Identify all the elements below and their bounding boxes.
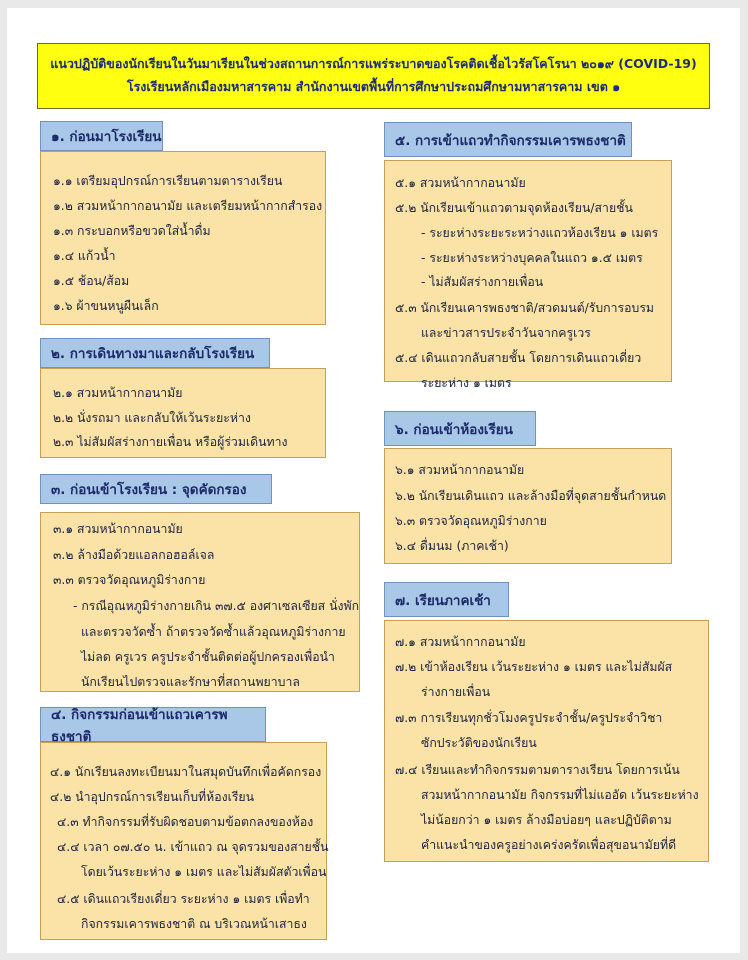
list-item: ๔.๑ นักเรียนลงทะเบียนมาในสมุดบันทึกเพื่อคัดกรอง — [50, 765, 322, 779]
list-item: - กรณีอุณหภูมิร่างกายเกิน ๓๗.๕ องศาเซลเซียส นั่งพัก — [73, 599, 360, 613]
list-item: ๕.๔ เดินแถวกลับสายชั้น โดยการเดินแถวเดี่ยว — [395, 351, 642, 365]
list-item: ๖.๔ ดื่มนม (ภาคเช้า) — [395, 539, 509, 553]
list-item: ๔.๔ เวลา ๐๗.๕๐ น. เข้าแถว ณ จุดรวมของสายชั้น — [57, 840, 329, 854]
list-item: ๓.๒ ล้างมือด้วยแอลกอฮอล์เจล — [53, 548, 215, 562]
section-4-box — [40, 742, 327, 940]
list-item: ไม่น้อยกว่า ๑ เมตร ล้างมือบ่อยๆ และปฏิบัติตาม — [421, 813, 672, 827]
list-item: ๗.๑ สวมหน้ากากอนามัย — [395, 635, 526, 649]
section-2-heading-text: ๒. การเดินทางมาและกลับโรงเรียน — [51, 346, 255, 362]
title-line-1: แนวปฏิบัติของนักเรียนในวันมาเรียนในช่วงสถานการณ์การแพร่ระบาดของโรคติดเชื้อไวรัสโคโรนา ๒๐๑๙ (COVID-19) — [50, 56, 697, 71]
list-item: ๒.๒ นั่งรถมา และกลับให้เว้นระยะห่าง — [53, 411, 251, 425]
section-2-box — [40, 368, 326, 458]
list-item: ๗.๔ เรียนและทำกิจกรรมตามตารางเรียน โดยการเน้น — [395, 763, 680, 777]
list-item: - ไม่สัมผัสร่างกายเพื่อน — [421, 275, 544, 289]
list-item: ๑.๕ ช้อน/ส้อม — [53, 274, 130, 288]
list-item: และตรวจวัดซ้ำ ถ้าตรวจวัดซ้ำแล้วอุณหภูมิร่างกาย — [81, 625, 346, 639]
list-item: ๕.๒ นักเรียนเข้าแถวตามจุดห้องเรียน/สายชั้น — [395, 201, 633, 215]
poster-title — [37, 43, 710, 109]
list-item: ๔.๕ เดินแถวเรียงเดี่ยว ระยะห่าง ๑ เมตร เพื่อทำ — [57, 892, 310, 906]
section-7-heading-text: ๗. เรียนภาคเช้า — [395, 592, 491, 609]
list-item: นักเรียนไปตรวจและรักษาที่สถานพยาบาล — [81, 675, 300, 689]
list-item: และข่าวสารประจำวันจากครูเวร — [421, 326, 591, 340]
section-3-box — [40, 512, 360, 692]
list-item: กิจกรรมเคารพธงชาติ ณ บริเวณหน้าเสาธง — [81, 917, 307, 931]
list-item: ไม่ลด ครูเวร ครูประจำชั้นติดต่อผู้ปกครองเพื่อนำ — [81, 650, 335, 664]
section-7-box — [384, 620, 709, 862]
section-4-heading-text: ๔. กิจกรรมก่อนเข้าแถวเคารพธงชาติ — [51, 706, 228, 745]
list-item: ๔.๒ นำอุปกรณ์การเรียนเก็บที่ห้องเรียน — [50, 790, 255, 804]
list-item: ๑.๔ แก้วน้ำ — [53, 249, 116, 263]
section-2-heading — [40, 338, 270, 368]
section-5-heading — [384, 122, 632, 157]
list-item: ๑.๑ เตรียมอุปกรณ์การเรียนตามตารางเรียน — [53, 174, 283, 188]
list-item: ๔.๓ ทำกิจกรรมที่รับผิดชอบตามข้อตกลงของห้อง — [57, 815, 314, 829]
list-item: ซักประวัติของนักเรียน — [421, 736, 537, 750]
list-item: ๒.๑ สวมหน้ากากอนามัย — [53, 386, 183, 400]
list-item: สวมหน้ากากอนามัย กิจกรรมที่ไม่แออัด เว้นระยะห่าง — [421, 788, 699, 802]
section-3-heading — [40, 474, 272, 504]
list-item: ๒.๓ ไม่สัมผัสร่างกายเพื่อน หรือผู้ร่วมเดินทาง — [53, 435, 288, 449]
list-item: ๑.๖ ผ้าขนหนูผืนเล็ก — [53, 299, 159, 313]
list-item: ๕.๑ สวมหน้ากากอนามัย — [395, 176, 526, 190]
list-item: ๓.๓ ตรวจวัดอุณหภูมิร่างกาย — [53, 573, 206, 587]
list-item: ๓.๑ สวมหน้ากากอนามัย — [53, 522, 183, 536]
list-item: ๖.๒ นักเรียนเดินแถว และล้างมือที่จุดสายชั้นกำหนด — [395, 489, 667, 503]
section-5-heading-text: ๕. การเข้าแถวทำกิจกรรมเคารพธงชาติ — [395, 132, 626, 149]
list-item: ๖.๓ ตรวจวัดอุณหภูมิร่างกาย — [395, 514, 547, 528]
list-item: คำแนะนำของครูอย่างเคร่งครัดเพื่อสุขอนามัยที่ดี — [421, 838, 677, 852]
list-item: ๕.๓ นักเรียนเคารพธงชาติ/สวดมนต์/รับการอบรม — [395, 301, 655, 315]
list-item: ๗.๓ การเรียนทุกชั่วโมงครูประจำชั้น/ครูประจำวิชา — [395, 711, 663, 725]
list-item: ๗.๒ เข้าห้องเรียน เว้นระยะห่าง ๑ เมตร และไม่สัมผัส — [395, 660, 673, 674]
section-1-heading — [40, 121, 163, 151]
section-6-box — [384, 448, 672, 564]
section-1-box — [40, 151, 326, 325]
list-item: - ระยะห่างระหว่างบุคคลในแถว ๑.๕ เมตร — [421, 251, 643, 265]
list-item: - ระยะห่างระยะระหว่างแถวห้องเรียน ๑ เมตร — [421, 226, 659, 240]
list-item: ๑.๓ กระบอกหรือขวดใส่น้ำดื่ม — [53, 224, 211, 238]
list-item: โดยเว้นระยะห่าง ๑ เมตร และไม่สัมผัสตัวเพื่อน — [81, 865, 327, 879]
section-7-heading — [384, 582, 509, 617]
list-item: ร่างกายเพื่อน — [421, 685, 491, 699]
title-line-2: โรงเรียนหลักเมืองมหาสารคาม สำนักงานเขตพื้นที่การศึกษาประถมศึกษามหาสารคาม เขต ๑ — [126, 79, 621, 94]
section-6-heading-text: ๖. ก่อนเข้าห้องเรียน — [395, 421, 513, 438]
list-item: ๖.๑ สวมหน้ากากอนามัย — [395, 463, 525, 477]
section-4-heading — [40, 706, 266, 745]
list-item: ระยะห่าง ๑ เมตร — [421, 376, 512, 390]
section-5-box — [384, 160, 672, 390]
section-6-heading — [384, 411, 536, 446]
section-1-heading-text: ๑. ก่อนมาโรงเรียน — [51, 129, 162, 145]
section-3-heading-text: ๓. ก่อนเข้าโรงเรียน : จุดคัดกรอง — [51, 482, 247, 498]
list-item: ๑.๒ สวมหน้ากากอนามัย และเตรียมหน้ากากสำรอง — [53, 199, 323, 213]
